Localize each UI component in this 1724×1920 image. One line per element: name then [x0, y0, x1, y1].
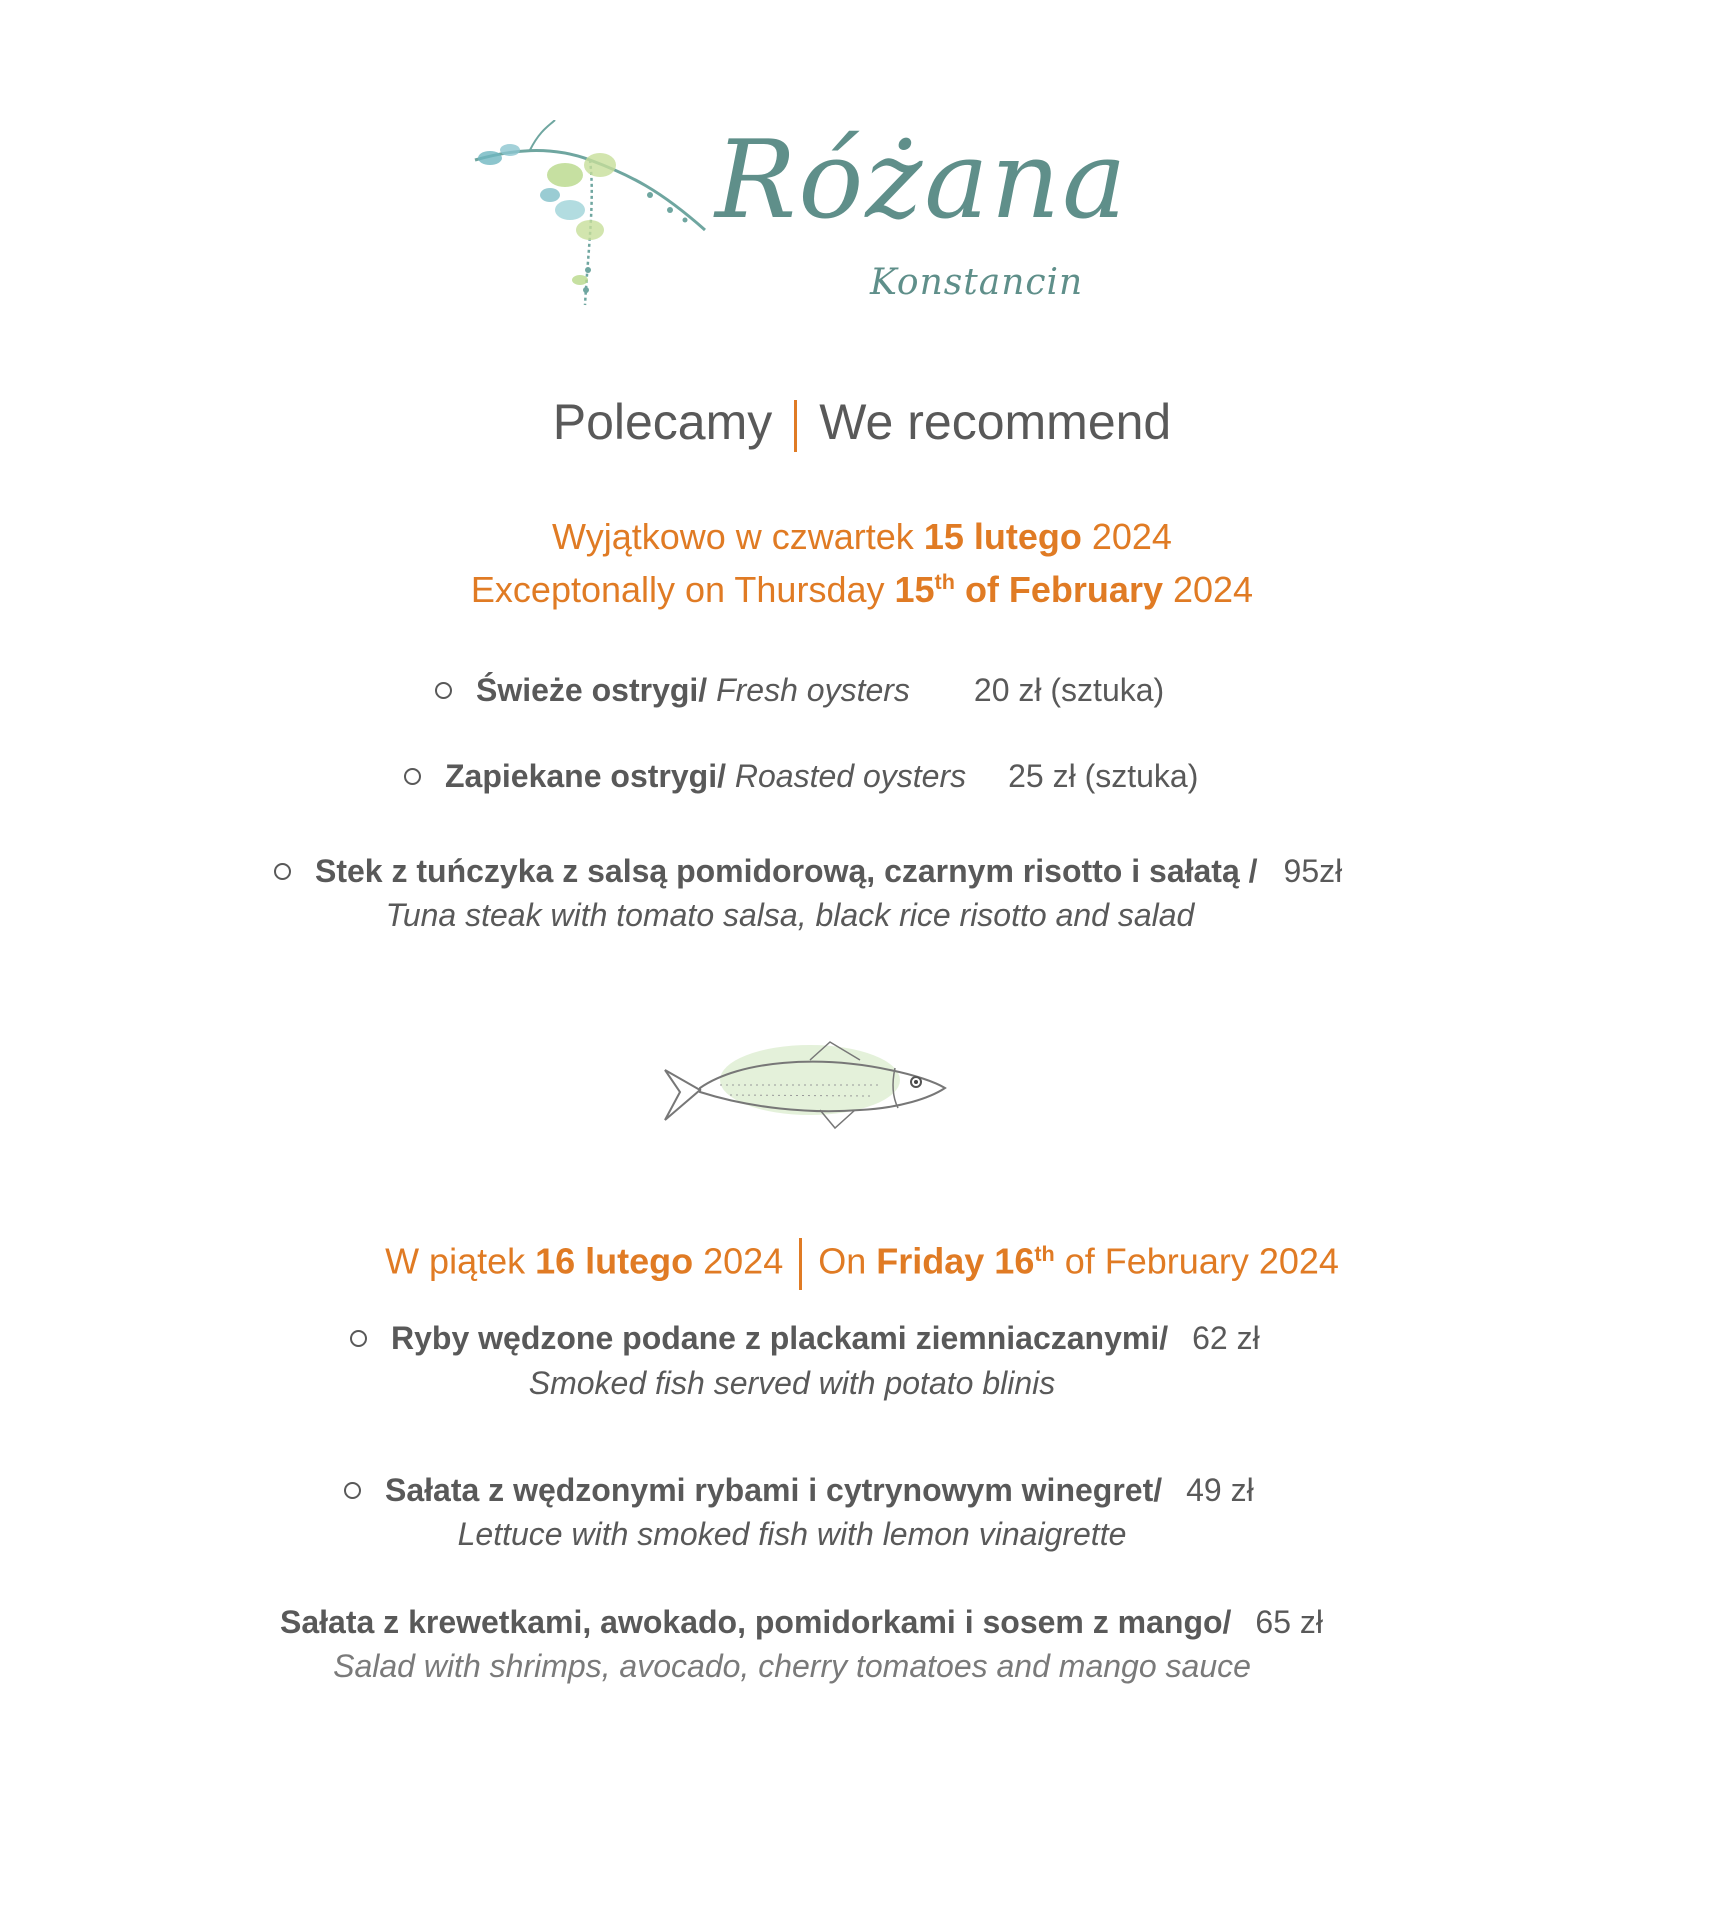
bullet-icon [274, 863, 291, 880]
branch-leaves-icon [470, 120, 710, 310]
logo-wordmark: Różana [715, 118, 1129, 243]
bullet-icon [435, 682, 452, 699]
menu-item-tuna-steak: Stek z tuńczyka z salsą pomidorową, czarnym risotto i sałatą / 95zł [274, 853, 1342, 890]
menu-item-fresh-oysters: Świeże ostrygi/ Fresh oysters 20 zł (sztuka) [435, 672, 1164, 709]
page-title [0, 393, 1724, 452]
menu-item-smoked-fish-salad-english: Lettuce with smoked fish with lemon vinaigrette [457, 1516, 1127, 1552]
menu-item-shrimp-salad: Sałata z krewetkami, awokado, pomidorkami i sosem z mango/ 65 zł [280, 1604, 1324, 1640]
separator-bar [794, 400, 797, 452]
thursday-date-english: Exceptonally on Thursday 15th of February 2024 [470, 569, 1254, 610]
menu-item-smoked-fish-english: Smoked fish served with potato blinis [528, 1365, 1056, 1401]
menu-item-roasted-oysters: Zapiekane ostrygi/ Roasted oysters 25 zł (sztuka) [404, 758, 1198, 795]
logo-subtitle: Konstancin [870, 262, 1084, 303]
menu-item-shrimp-salad-english: Salad with shrimps, avocado, cherry tomatoes and mango sauce [333, 1648, 1251, 1684]
thursday-date-polish: Wyjątkowo w czwartek 15 lutego 2024 [552, 516, 1172, 557]
bullet-icon [344, 1482, 361, 1499]
friday-date: W piątek 16 lutego 2024 On Friday 16th of February 2024 [0, 1238, 1724, 1290]
bullet-icon [404, 768, 421, 785]
separator-bar [799, 1238, 802, 1290]
title-english: We recommend [819, 394, 1172, 450]
menu-item-smoked-fish: Ryby wędzone podane z plackami ziemniaczanymi/ 62 zł [350, 1320, 1260, 1357]
title-polish: Polecamy [552, 394, 773, 450]
menu-item-smoked-fish-salad: Sałata z wędzonymi rybami i cytrynowym winegret/ 49 zł [344, 1472, 1254, 1509]
bullet-icon [350, 1330, 367, 1347]
menu-item-tuna-steak-english: Tuna steak with tomato salsa, black rice risotto and salad [385, 897, 1195, 933]
fish-sketch-icon [660, 1030, 950, 1140]
